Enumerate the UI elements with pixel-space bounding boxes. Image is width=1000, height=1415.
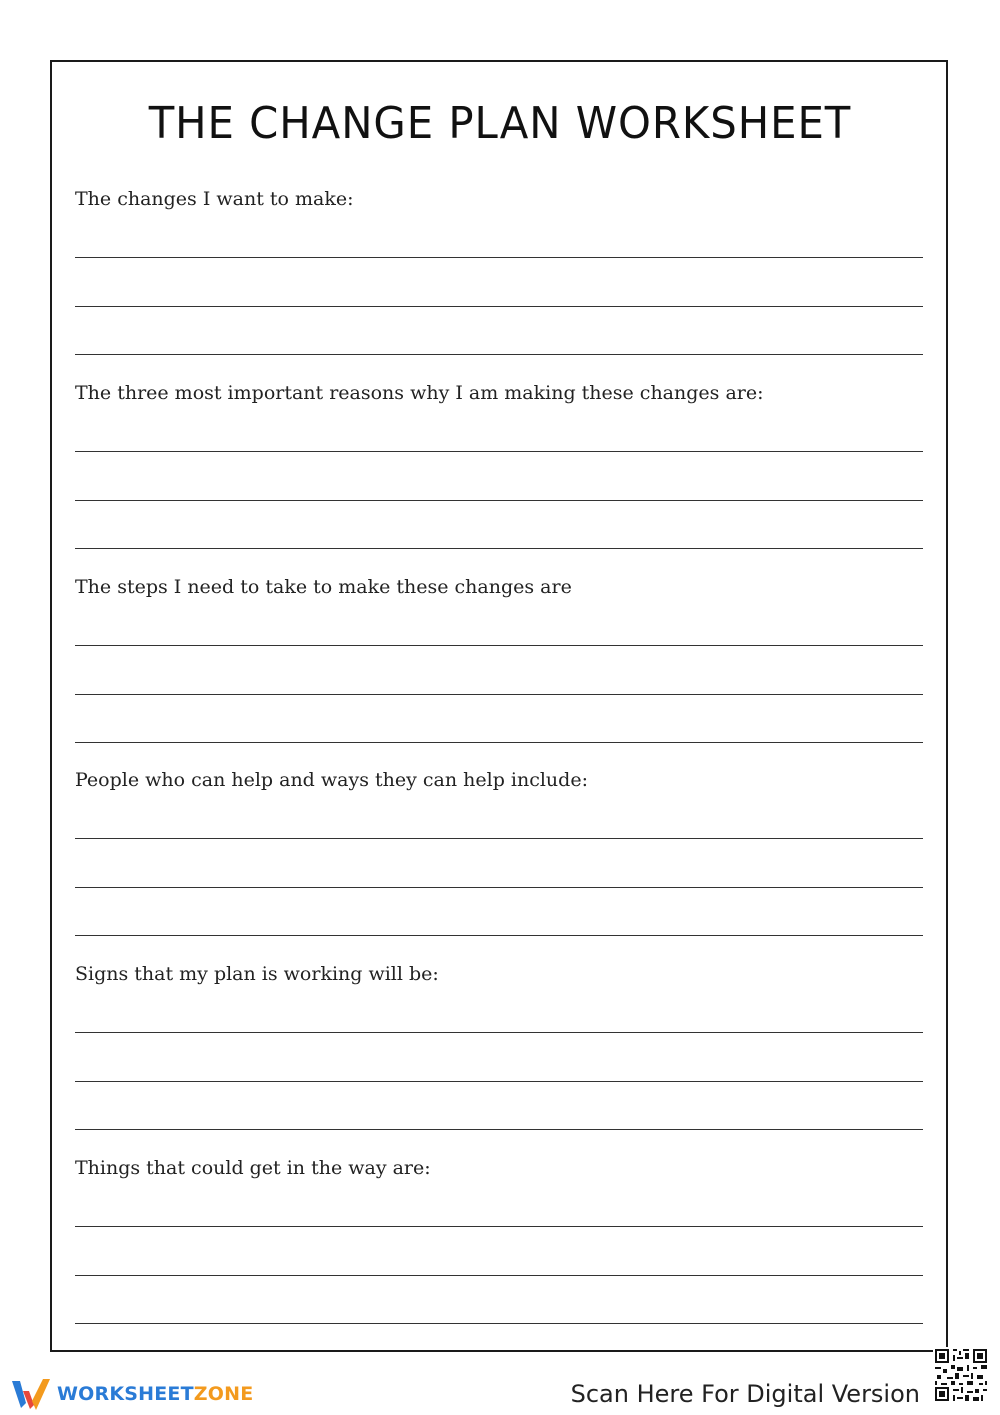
answer-line[interactable]: [75, 306, 923, 307]
answer-line[interactable]: [75, 1323, 923, 1324]
answer-line[interactable]: [75, 838, 923, 839]
section-prompt-reasons: The three most important reasons why I am making these changes are:: [75, 382, 764, 404]
scan-instruction: Scan Here For Digital Version: [570, 1380, 920, 1408]
section-prompt-signs: Signs that my plan is working will be:: [75, 963, 439, 985]
answer-line[interactable]: [75, 500, 923, 501]
section-prompt-obstacles: Things that could get in the way are:: [75, 1157, 431, 1179]
answer-line[interactable]: [75, 742, 923, 743]
answer-line[interactable]: [75, 451, 923, 452]
answer-line[interactable]: [75, 935, 923, 936]
page-title: THE CHANGE PLAN WORKSHEET: [148, 98, 852, 149]
section-prompt-steps: The steps I need to take to make these changes are: [75, 576, 572, 598]
answer-line[interactable]: [75, 645, 923, 646]
answer-line[interactable]: [75, 1032, 923, 1033]
answer-line[interactable]: [75, 257, 923, 258]
answer-line[interactable]: [75, 1226, 923, 1227]
brand-name-part2: ZONE: [193, 1383, 254, 1405]
section-prompt-changes: The changes I want to make:: [75, 188, 354, 210]
answer-line[interactable]: [75, 1081, 923, 1082]
brand-logo[interactable]: [10, 1376, 253, 1412]
qr-code-icon[interactable]: [933, 1347, 989, 1403]
brand-name-part1: WORKSHEET: [57, 1383, 194, 1405]
answer-line[interactable]: [75, 354, 923, 355]
answer-line[interactable]: [75, 548, 923, 549]
answer-line[interactable]: [75, 694, 923, 695]
answer-line[interactable]: [75, 1129, 923, 1130]
answer-line[interactable]: [75, 1275, 923, 1276]
worksheetzone-logo-icon: [10, 1377, 52, 1411]
answer-line[interactable]: [75, 887, 923, 888]
section-prompt-helpers: People who can help and ways they can help include:: [75, 769, 588, 791]
